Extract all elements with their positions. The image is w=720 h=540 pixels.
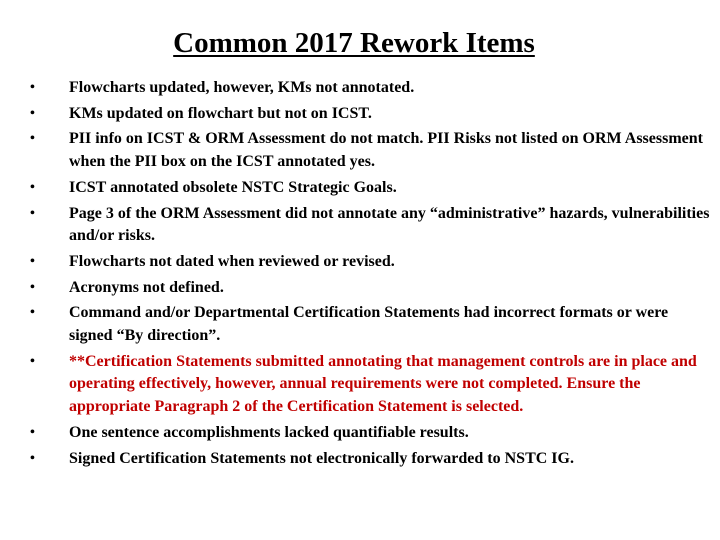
bullet-icon: • — [30, 279, 35, 295]
bullet-icon: • — [30, 353, 35, 369]
list-item — [30, 422, 710, 445]
bullet-icon: • — [30, 80, 35, 95]
list-item — [30, 351, 710, 419]
bullet-icon: • — [30, 450, 35, 466]
list-item — [30, 177, 710, 200]
list-item — [30, 448, 710, 471]
list-item-text: KMs updated on flowchart but not on ICST. — [69, 104, 372, 122]
list-item-text: Acronyms not defined. — [69, 278, 224, 296]
list-item — [30, 302, 710, 347]
list-item — [30, 203, 710, 248]
list-item-text: Flowcharts updated, however, KMs not annotated. — [69, 79, 415, 96]
list-item-text: Signed Certification Statements not electronically forwarded to NSTC IG. — [69, 449, 574, 467]
list-item-text: PII info on ICST & ORM Assessment do not match. PII Risks not listed on ORM Assessment when the PII box on the ICST annotated yes. — [69, 130, 703, 171]
list-item — [30, 103, 710, 126]
list-item-text: **Certification Statements submitted annotating that management controls are in place and operating effectively, however, annual requirements were not completed. Ensure the appropriate Paragraph 2 of the Certification Statement is selected. — [69, 352, 697, 416]
bullet-icon: • — [30, 179, 35, 195]
bullet-icon: • — [30, 424, 35, 440]
list-item — [30, 277, 710, 300]
rework-items-list — [30, 77, 710, 473]
list-item-text: One sentence accomplishments lacked quantifiable results. — [69, 423, 469, 441]
list-item-text: Flowcharts not dated when reviewed or revised. — [69, 252, 395, 270]
list-item-text: ICST annotated obsolete NSTC Strategic Goals. — [69, 178, 397, 196]
list-item-text: Page 3 of the ORM Assessment did not annotate any “administrative” hazards, vulnerabilities and/or risks. — [69, 204, 710, 245]
bullet-icon: • — [30, 253, 35, 269]
bullet-icon: • — [30, 105, 35, 121]
list-item — [30, 77, 710, 100]
bullet-icon: • — [30, 205, 35, 221]
list-item — [30, 128, 710, 173]
bullet-icon: • — [30, 131, 35, 147]
list-item-text: Command and/or Departmental Certification Statements had incorrect formats or were signed “By direction”. — [69, 304, 669, 345]
slide-title: Common 2017 Rework Items — [173, 27, 535, 59]
bullet-icon: • — [30, 305, 35, 321]
list-item — [30, 251, 710, 274]
